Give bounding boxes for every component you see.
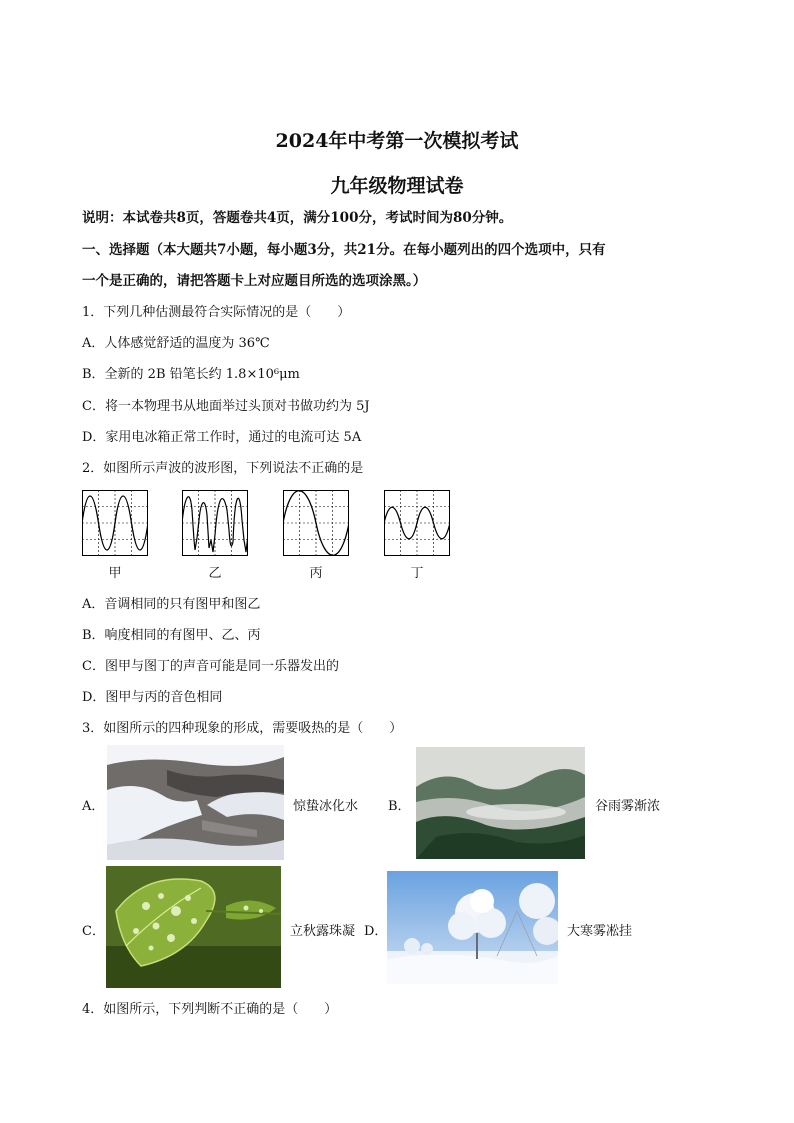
- dew-leaf-photo: [106, 866, 281, 988]
- section-heading-line1: 一、选择题（本大题共7小题，每小题3分，共21分。在每小题列出的四个选项中，只有: [82, 242, 606, 258]
- question-3-option-d-letter: D．: [364, 924, 388, 939]
- question-3-option-a-letter: A．: [82, 799, 105, 814]
- waveform-label-yi: 乙: [208, 566, 222, 581]
- question-2-option-d: D．图甲与丙的音色相同: [82, 690, 223, 705]
- ice-melting-photo: [107, 745, 284, 860]
- question-3-stem: 3．如图所示的四种现象的形成，需要吸热的是（ ）: [82, 721, 403, 736]
- question-1-stem: 1．下列几种估测最符合实际情况的是（ ）: [82, 305, 351, 320]
- question-3-option-a-caption: 惊蛰冰化水: [293, 799, 359, 814]
- question-3-option-c-caption: 立秋露珠凝: [290, 924, 356, 939]
- question-1-option-b: B．全新的 2B 铅笔长约 1.8×10⁶μm: [82, 367, 300, 382]
- question-1-option-d: D．家用电冰箱正常工作时，通过的电流可达 5A: [82, 430, 362, 445]
- question-3-option-c-letter: C．: [82, 924, 105, 939]
- rime-trees-photo: [387, 871, 558, 984]
- question-3-option-b-letter: B．: [388, 799, 411, 814]
- question-2-option-c: C．图甲与图丁的声音可能是同一乐器发出的: [82, 659, 339, 674]
- waveform-ding: [384, 490, 450, 556]
- section-heading-line2: 一个是正确的，请把答题卡上对应题目所选的选项涂黑。）: [82, 273, 427, 289]
- waveform-label-jia: 甲: [108, 566, 122, 581]
- fog-valley-photo: [416, 747, 585, 859]
- waveform-yi: [182, 490, 248, 556]
- question-2-option-a: A．音调相同的只有图甲和图乙: [82, 597, 261, 612]
- question-3-option-b-caption: 谷雨雾渐浓: [595, 799, 661, 814]
- waveform-label-ding: 丁: [410, 566, 424, 581]
- question-3-option-d-caption: 大寒雾凇挂: [567, 924, 633, 939]
- waveform-jia: [82, 490, 148, 556]
- question-4-stem: 4．如图所示，下列判断不正确的是（ ）: [82, 1002, 338, 1017]
- question-2-option-b: B．响度相同的有图甲、乙、丙: [82, 628, 261, 643]
- waveform-label-bing: 丙: [309, 566, 323, 581]
- page-subtitle: 九年级物理试卷: [330, 175, 464, 197]
- exam-instructions: 说明：本试卷共8页，答题卷共4页，满分100分，考试时间为80分钟。: [82, 210, 513, 226]
- question-1-option-c: C．将一本物理书从地面举过头顶对书做功约为 5J: [82, 399, 370, 414]
- waveform-bing: [283, 490, 349, 556]
- question-2-stem: 2．如图所示声波的波形图，下列说法不正确的是: [82, 461, 364, 476]
- question-1-option-a: A．人体感觉舒适的温度为 36℃: [82, 336, 270, 351]
- page-title: 2024年中考第一次模拟考试: [275, 130, 519, 152]
